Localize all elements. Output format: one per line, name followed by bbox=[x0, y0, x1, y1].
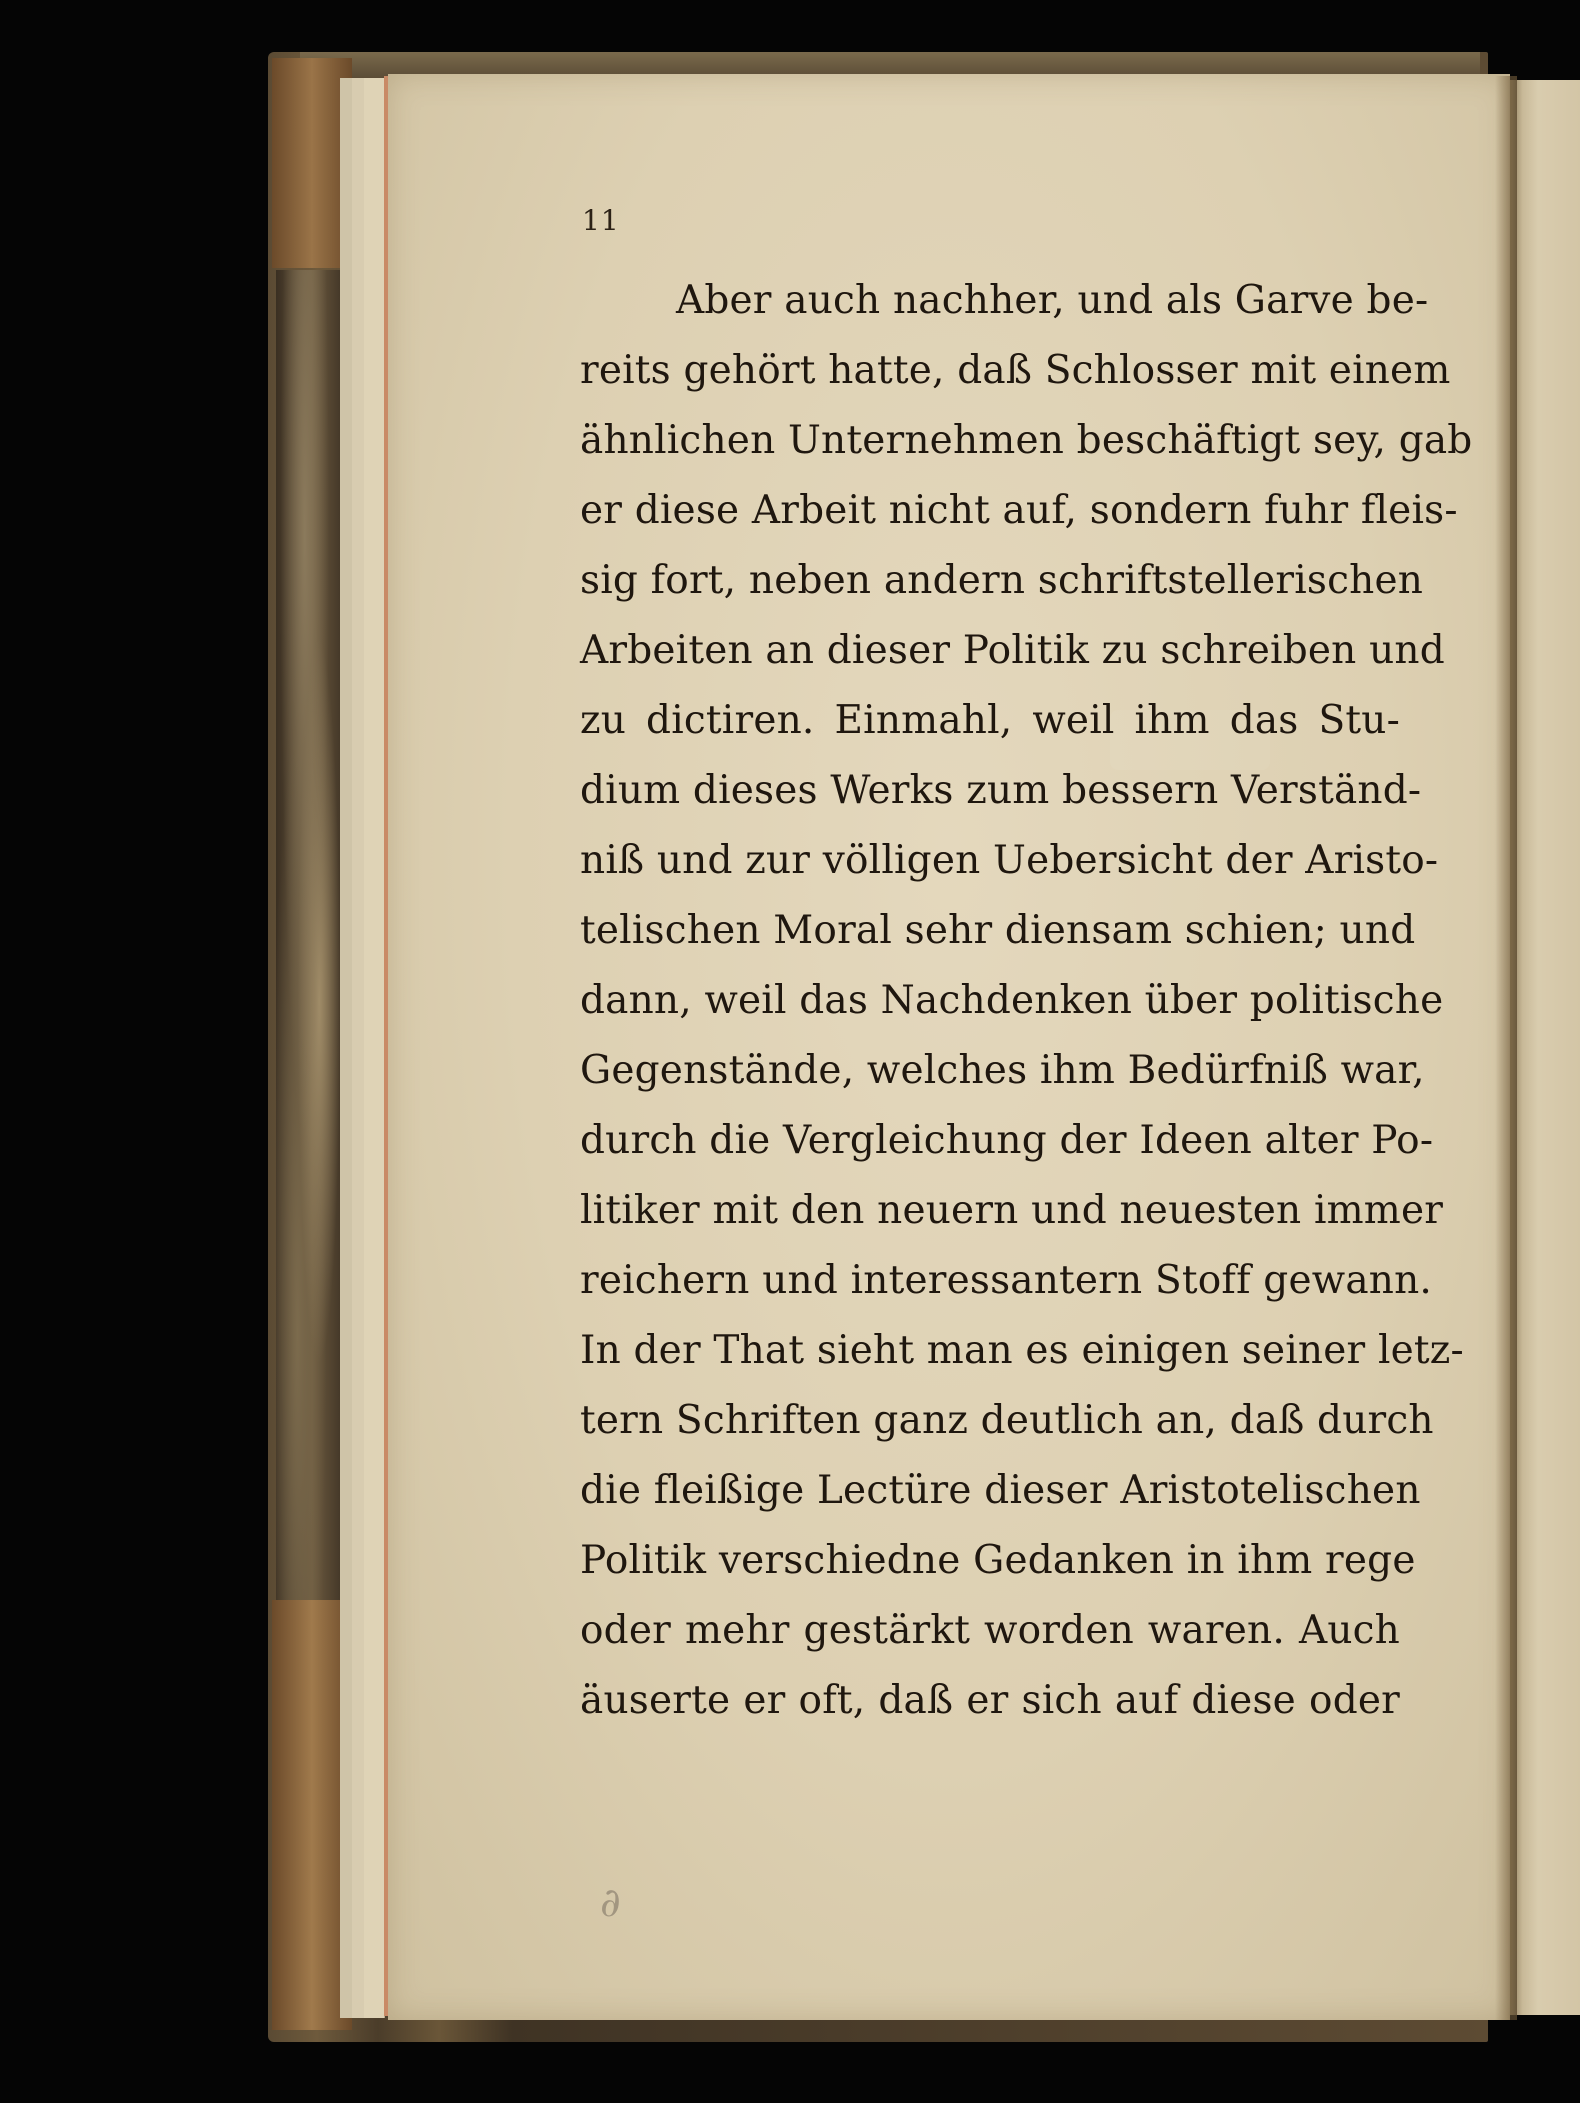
page-gutter bbox=[1495, 76, 1517, 2020]
text-line: Politik verschiedne Gedanken in ihm rege bbox=[580, 1538, 1416, 1583]
text-line: Gegenstände, welches ihm Bedürfniß war, bbox=[580, 1048, 1425, 1093]
text-line: zu dictiren. Einmahl, weil ihm das Stu- bbox=[580, 698, 1400, 743]
text-line: niß und zur völligen Uebersicht der Aristo- bbox=[580, 838, 1439, 883]
page-number: 11 bbox=[582, 204, 620, 237]
text-line: Arbeiten an dieser Politik zu schreiben und bbox=[580, 628, 1445, 673]
text-line: sig fort, neben andern schriftstellerischen bbox=[580, 558, 1424, 603]
text-line: äuserte er oft, daß er sich auf diese oder bbox=[580, 1678, 1400, 1723]
text-line: reichern und interessantern Stoff gewann. bbox=[580, 1258, 1433, 1303]
page-text bbox=[580, 266, 1473, 1736]
text-line: ähnlichen Unternehmen beschäftigt sey, gab bbox=[580, 418, 1473, 463]
text-line: oder mehr gestärkt worden waren. Auch bbox=[580, 1608, 1400, 1653]
spine-marbled-paper bbox=[276, 270, 348, 1600]
text-line: litiker mit den neuern und neuesten immer bbox=[580, 1188, 1444, 1233]
text-line: die fleißige Lectüre dieser Aristotelischen bbox=[580, 1468, 1421, 1513]
text-line: tern Schriften ganz deutlich an, daß durch bbox=[580, 1398, 1434, 1443]
text-line: reits gehört hatte, daß Schlosser mit einem bbox=[580, 348, 1451, 393]
text-line: In der That sieht man es einigen seiner letz- bbox=[580, 1328, 1464, 1373]
text-line: telischen Moral sehr diensam schien; und bbox=[580, 908, 1416, 953]
pencil-mark: ∂ bbox=[600, 1880, 621, 1926]
text-line: durch die Vergleichung der Ideen alter Po- bbox=[580, 1118, 1434, 1163]
text-line: dium dieses Werks zum bessern Verständ- bbox=[580, 768, 1422, 813]
text-line: dann, weil das Nachdenken über politische bbox=[580, 978, 1444, 1023]
page-stack-edge bbox=[364, 78, 385, 2018]
text-line: Aber auch nachher, und als Garve be- bbox=[676, 278, 1429, 323]
facing-page-edge bbox=[1510, 80, 1580, 2015]
text-line: er diese Arbeit nicht auf, sondern fuhr fleis- bbox=[580, 488, 1458, 533]
